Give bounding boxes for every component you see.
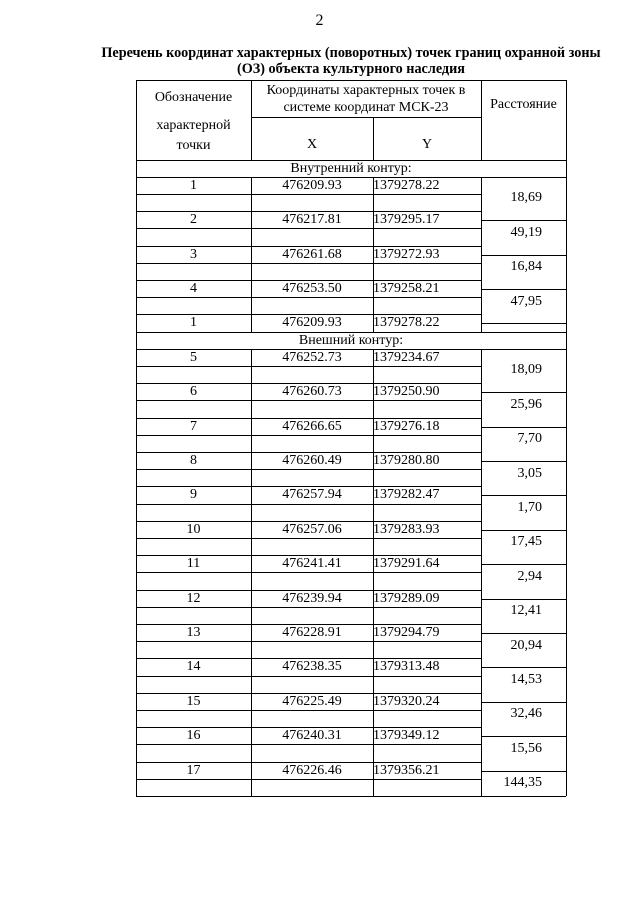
table-rule xyxy=(481,530,566,531)
table-rule xyxy=(566,315,567,332)
header-coords-line1: Координаты характерных точек в xyxy=(266,82,466,98)
page-number: 2 xyxy=(315,12,324,29)
table-rule xyxy=(251,194,252,211)
segment-distance: 16,84 xyxy=(510,259,542,275)
table-top-rule xyxy=(136,80,566,81)
table-rule xyxy=(136,745,137,762)
table-rule xyxy=(136,487,137,504)
point-x: 476226.46 xyxy=(282,762,342,778)
segment-distance: 7,70 xyxy=(517,431,542,447)
table-rule xyxy=(481,736,566,737)
table-rule xyxy=(136,693,137,710)
table-rule xyxy=(373,263,374,280)
point-x: 476260.49 xyxy=(282,452,342,468)
table-rule xyxy=(373,624,374,641)
table-rule xyxy=(251,710,252,727)
table-rule xyxy=(373,349,374,366)
table-rule xyxy=(373,676,374,693)
table-rule xyxy=(373,366,374,383)
table-rule xyxy=(136,744,481,745)
table-rule xyxy=(373,693,374,710)
table-rule xyxy=(136,297,481,298)
table-rule xyxy=(481,667,566,668)
table-rule xyxy=(136,607,137,624)
point-id: 15 xyxy=(186,693,201,709)
table-rule xyxy=(251,418,252,435)
point-y: 1379282.47 xyxy=(373,487,440,503)
point-x: 476266.65 xyxy=(282,418,342,434)
segment-distance: 14,53 xyxy=(510,672,542,687)
table-rule xyxy=(136,194,481,195)
table-rule xyxy=(251,556,252,573)
table-rule xyxy=(136,263,481,264)
table-rule xyxy=(373,229,374,246)
table-rule xyxy=(251,521,252,538)
table-rule xyxy=(481,771,566,772)
table-rule xyxy=(251,298,252,315)
table-rule xyxy=(251,676,252,693)
table-rule xyxy=(136,332,137,349)
table-rule xyxy=(251,349,252,366)
point-x: 476241.41 xyxy=(282,556,342,572)
point-id: 10 xyxy=(186,521,201,537)
point-id: 4 xyxy=(190,280,197,296)
point-x: 476253.50 xyxy=(282,280,342,296)
table-rule xyxy=(481,289,566,290)
table-rule xyxy=(373,521,374,538)
table-rule xyxy=(136,418,137,435)
segment-distance: 49,19 xyxy=(510,224,542,240)
table-rule xyxy=(481,702,566,703)
point-x: 476225.49 xyxy=(282,693,342,709)
table-rule xyxy=(136,504,481,505)
point-id: 9 xyxy=(190,487,197,503)
table-rule xyxy=(136,401,137,418)
table-rule xyxy=(373,401,374,418)
point-id: 1 xyxy=(190,177,197,193)
point-x: 476257.94 xyxy=(282,487,342,503)
segment-distance: 3,05 xyxy=(517,465,542,481)
point-id: 16 xyxy=(186,728,201,744)
table-rule xyxy=(136,435,481,436)
table-rule xyxy=(481,461,566,462)
point-x: 476252.73 xyxy=(282,349,342,365)
table-rule xyxy=(373,710,374,727)
table-rule xyxy=(373,418,374,435)
point-x: 476209.93 xyxy=(282,177,342,193)
header-mid-rule xyxy=(251,117,481,118)
table-rule xyxy=(136,246,137,263)
segment-distance: 18,09 xyxy=(510,362,542,378)
table-rule xyxy=(136,194,137,211)
table-rule xyxy=(136,607,481,608)
point-x: 476217.81 xyxy=(282,212,342,228)
segment-distance: 17,45 xyxy=(510,534,542,550)
table-rule xyxy=(136,349,137,366)
table-rule xyxy=(136,762,137,779)
table-rule xyxy=(373,573,374,590)
table-rule xyxy=(373,556,374,573)
table-rule xyxy=(251,229,252,246)
table-rule xyxy=(251,177,252,194)
table-rule xyxy=(373,280,374,297)
table-rule xyxy=(251,263,252,280)
segment-distance: 32,46 xyxy=(510,706,542,722)
table-rule xyxy=(481,220,566,221)
point-y: 1379291.64 xyxy=(373,556,440,572)
table-rule xyxy=(136,538,137,555)
table-rule xyxy=(136,779,481,780)
table-rule xyxy=(251,504,252,521)
table-rule xyxy=(251,280,252,297)
table-rule xyxy=(251,693,252,710)
table-rule xyxy=(251,435,252,452)
table-rule xyxy=(251,642,252,659)
point-id: 2 xyxy=(190,212,197,228)
segment-distance: 1,70 xyxy=(517,500,542,515)
table-rule xyxy=(481,323,566,324)
table-rule xyxy=(251,538,252,555)
table-rule xyxy=(481,495,566,496)
table-rule xyxy=(136,384,137,401)
table-rule xyxy=(566,332,567,349)
point-y: 1379349.12 xyxy=(373,728,440,744)
segment-distance: 2,94 xyxy=(517,568,542,584)
table-rule xyxy=(136,573,137,590)
section-label: Внешний контур: xyxy=(298,332,404,348)
point-y: 1379250.90 xyxy=(373,384,440,400)
table-rule xyxy=(136,779,137,796)
point-x: 476228.91 xyxy=(282,624,342,640)
point-id: 6 xyxy=(190,384,197,400)
table-rule xyxy=(136,435,137,452)
table-rule xyxy=(251,366,252,383)
point-x: 476240.31 xyxy=(282,728,342,744)
table-rule xyxy=(251,384,252,401)
table-rule xyxy=(136,452,137,469)
table-rule xyxy=(251,401,252,418)
point-id: 3 xyxy=(190,246,197,262)
table-rule xyxy=(136,470,137,487)
table-rule xyxy=(373,315,374,332)
point-x: 476261.68 xyxy=(282,246,342,262)
point-y: 1379280.80 xyxy=(373,452,440,468)
table-rule xyxy=(373,212,374,229)
table-rule xyxy=(481,564,566,565)
point-y: 1379234.67 xyxy=(373,349,440,365)
table-rule xyxy=(251,452,252,469)
point-x: 476209.93 xyxy=(282,315,342,331)
table-rule xyxy=(373,177,374,194)
table-rule xyxy=(373,487,374,504)
table-rule xyxy=(136,590,137,607)
table-rule xyxy=(373,435,374,452)
table-rule xyxy=(136,676,481,677)
point-x: 476238.35 xyxy=(282,659,342,675)
point-id: 14 xyxy=(186,659,201,675)
header-distance: Расстояние xyxy=(490,97,557,112)
table-rule xyxy=(251,573,252,590)
table-rule xyxy=(136,263,137,280)
point-y: 1379289.09 xyxy=(373,590,440,606)
table-rule xyxy=(481,599,566,600)
table-rule xyxy=(481,633,566,634)
document-title: Перечень координат характерных (поворотных) точек границ охранной зоны (ОЗ) объекта культурного наследия xyxy=(101,45,601,77)
point-y: 1379294.79 xyxy=(373,624,440,640)
point-id: 13 xyxy=(186,624,201,640)
table-rule xyxy=(373,607,374,624)
table-rule xyxy=(481,392,566,393)
table-rule xyxy=(251,624,252,641)
table-rule xyxy=(373,745,374,762)
table-bottom-rule xyxy=(136,796,566,797)
table-rule xyxy=(136,177,137,194)
table-rule xyxy=(373,298,374,315)
table-rule xyxy=(136,366,137,383)
point-y: 1379258.21 xyxy=(373,280,440,296)
point-id: 8 xyxy=(190,452,197,468)
segment-distance: 25,96 xyxy=(510,396,542,412)
table-rule xyxy=(136,469,481,470)
table-rule xyxy=(566,160,567,177)
table-rule xyxy=(136,728,137,745)
table-rule xyxy=(136,160,137,177)
point-y: 1379356.21 xyxy=(373,762,440,778)
table-rule xyxy=(136,659,137,676)
table-rule xyxy=(251,779,252,796)
table-rule xyxy=(373,504,374,521)
table-rule xyxy=(136,556,137,573)
table-rule xyxy=(251,607,252,624)
table-rule xyxy=(373,762,374,779)
table-rule xyxy=(251,487,252,504)
table-rule xyxy=(373,384,374,401)
table-rule xyxy=(373,470,374,487)
table-rule xyxy=(373,538,374,555)
table-rule xyxy=(373,779,374,796)
table-rule xyxy=(373,728,374,745)
table-rule xyxy=(373,194,374,211)
table-rule xyxy=(251,246,252,263)
point-id: 12 xyxy=(186,590,201,606)
table-rule xyxy=(481,255,566,256)
point-y: 1379278.22 xyxy=(373,177,440,193)
point-id: 11 xyxy=(186,556,201,572)
table-rule xyxy=(136,710,137,727)
point-y: 1379276.18 xyxy=(373,418,440,434)
table-rule xyxy=(136,624,137,641)
table-rule xyxy=(481,427,566,428)
segment-distance: 15,56 xyxy=(510,740,542,756)
table-rule xyxy=(136,676,137,693)
table-rule xyxy=(251,590,252,607)
table-rule xyxy=(136,298,137,315)
point-id: 7 xyxy=(190,418,197,434)
table-rule xyxy=(373,642,374,659)
point-x: 476239.94 xyxy=(282,590,342,606)
table-rule xyxy=(136,229,137,246)
header-designation-line3: точки xyxy=(176,138,211,153)
point-y: 1379320.24 xyxy=(373,693,440,709)
segment-distance: 144,35 xyxy=(503,775,542,791)
table-rule xyxy=(136,572,481,573)
table-rule xyxy=(136,641,481,642)
header-y: Y xyxy=(421,137,433,152)
table-rule xyxy=(136,366,481,367)
point-x: 476257.06 xyxy=(282,521,342,537)
point-y: 1379313.48 xyxy=(373,659,440,675)
segment-distance: 47,95 xyxy=(510,293,542,309)
table-rule xyxy=(251,728,252,745)
table-rule xyxy=(136,521,137,538)
point-y: 1379283.93 xyxy=(373,521,440,537)
point-id: 5 xyxy=(190,349,197,365)
point-x: 476260.73 xyxy=(282,384,342,400)
point-id: 17 xyxy=(186,762,201,778)
segment-distance: 20,94 xyxy=(510,637,542,653)
segment-distance: 18,69 xyxy=(510,190,542,206)
table-rule xyxy=(373,246,374,263)
table-rule xyxy=(251,745,252,762)
table-rule xyxy=(136,280,137,297)
table-rule xyxy=(136,538,481,539)
table-rule xyxy=(251,470,252,487)
point-y: 1379272.93 xyxy=(373,246,440,262)
point-id: 1 xyxy=(190,315,197,331)
table-rule xyxy=(373,659,374,676)
table-rule xyxy=(251,315,252,332)
point-y: 1379295.17 xyxy=(373,212,440,228)
point-y: 1379278.22 xyxy=(373,315,440,331)
section-label: Внутренний контур: xyxy=(290,160,412,176)
table-rule xyxy=(136,228,481,229)
table-rule xyxy=(373,590,374,607)
table-rule xyxy=(481,315,482,332)
header-x: X xyxy=(306,137,318,152)
header-designation-line2: характерной xyxy=(156,118,231,133)
table-rule xyxy=(566,80,567,160)
table-rule xyxy=(251,762,252,779)
table-rule xyxy=(136,212,137,229)
table-rule xyxy=(136,710,481,711)
header-coords-line2: системе координат МСК-23 xyxy=(283,99,449,115)
table-rule xyxy=(136,400,481,401)
header-designation-line1: Обозначение xyxy=(154,90,233,105)
table-rule xyxy=(136,642,137,659)
table-rule xyxy=(373,452,374,469)
table-rule xyxy=(136,504,137,521)
segment-distance: 12,41 xyxy=(510,603,542,619)
table-rule xyxy=(251,659,252,676)
table-rule xyxy=(251,212,252,229)
table-rule xyxy=(136,315,137,332)
